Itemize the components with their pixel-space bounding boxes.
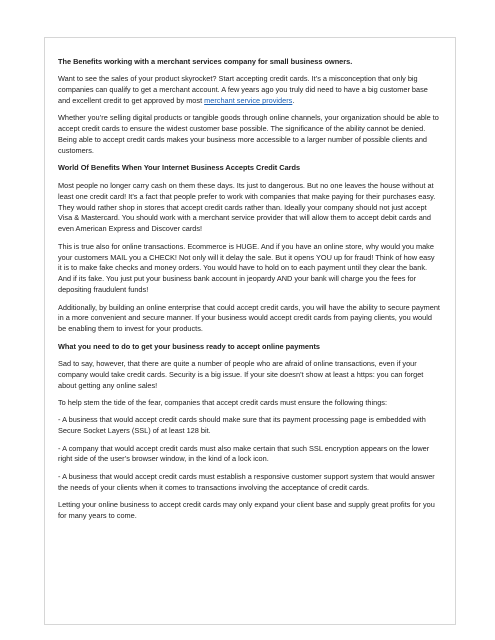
paragraph-security: Sad to say, however, that there are quite a number of people who are afraid of online transactions, even if your company would take credit cards. Security is a big issue. If your site doesn’t show at least a https: you can forget about getting any online sales! [58,358,424,390]
paragraph-online-transactions: This is true also for online transactions. Ecommerce is HUGE. And if you have an online store, why would you make your customers MAIL you a CHECK! Not only will it delay the sale. But it opens YOU up for fraud! Think of how easy it is to make fake checks and money orders. You would have to hold on to each payment until they clear the bank. And if its fake. You just put your business bank account in jeopardy AND your bank will charge you the fees for depositing fraudulent funds! [58,241,435,295]
paragraph-intro-end: . [292,96,295,106]
list-item-ssl: - A business that would accept credit cards should make sure that its payment processing page is embedded with Secure Socket Layers (SSL) of at least 128 bit. [58,415,426,436]
article-body [58,57,440,528]
heading-what-you-need: What you need to do to get your business ready to accept online payments [58,341,320,351]
paragraph-conclusion: Letting your online business to accept credit cards may only expand your client base and supply great profits for you for many years to come. [58,499,435,520]
list-item-support: - A business that would accept credit cards must establish a responsive customer support system that would answer the needs of your clients when it comes to transactions involving the acceptance of credit cards. [58,471,435,492]
list-item-lock-icon: - A company that would accept credit cards must also make certain that such SSL encryption appears on the lower right side of the user’s browser window, in the kind of a lock icon. [58,443,430,464]
paragraph-intro [58,74,440,107]
paragraph-online-enterprise: Additionally, by building an online enterprise that could accept credit cards, you will have the ability to secure payment in a more convenient and secure manner. If your business would accept credit cards from paying clients, you would be enabling them to invest for your products. [58,302,440,334]
heading-world-of-benefits: World Of Benefits When Your Internet Business Accepts Credit Cards [58,163,301,173]
paragraph-cash: Most people no longer carry cash on them these days. Its just to dangerous. But no one leaves the house without at least one credit card! It’s a fact that people prefer to work with companies that make paying for their purchases easy. They would rather shop in stores that accept credit cards rather than. Ideally your company should not just accept Visa & Mastercard. You should work with a merchant service provider that will allow them to accept debit cards and even American Express and Discover cards! [58,180,436,234]
heading-benefits: The Benefits working with a merchant services company for small business owners. [58,57,353,66]
paragraph-stem-tide: To help stem the tide of the fear, companies that accept credit cards must ensure the following things: [58,398,388,408]
merchant-service-providers-link[interactable]: merchant service providers [204,96,293,106]
paragraph-digital-products: Whether you’re selling digital products or tangible goods through online channels, your organization should be able to accept credit cards to ensure the widest customer base possible. The significance of the ability cannot be denied. Being able to accept credit cards makes your business more accessible to a larger number of possible clients and customers. [58,113,439,156]
paragraph-intro-text: Want to see the sales of your product skyrocket? Start accepting credit cards. It’s a misconception that only big companies can qualify to get a merchant account. A few years ago you truly did need to have a big customer base and excellent credit to get approved by most [58,74,428,106]
